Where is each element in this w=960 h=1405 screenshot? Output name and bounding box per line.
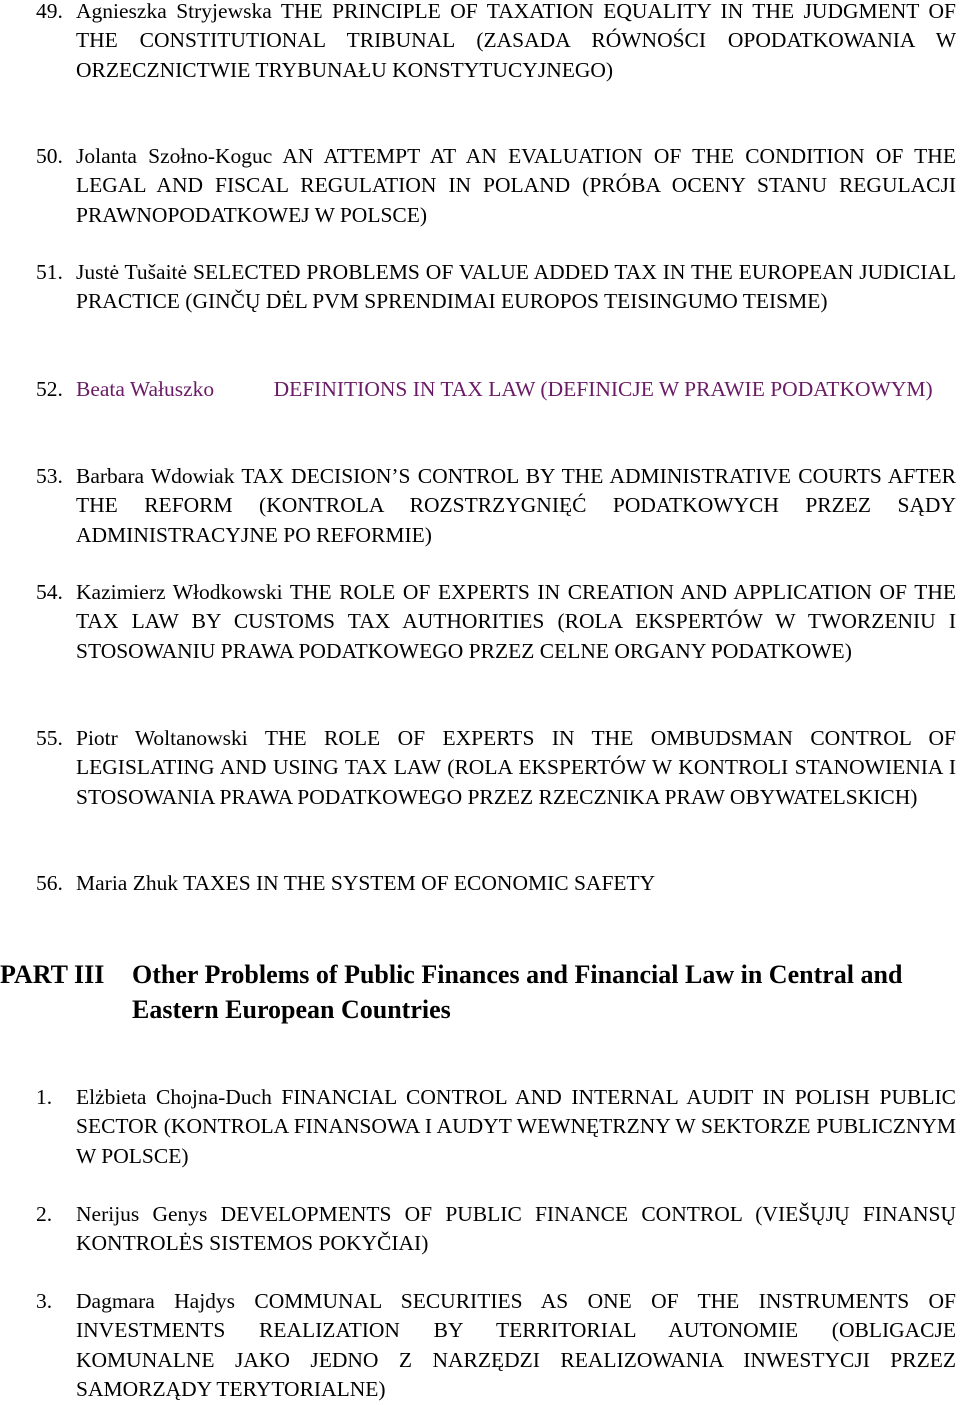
entry-title: DEVELOPMENTS OF PUBLIC FINANCE CONTROL (VIEŠŲJŲ FINANSŲ KONTROLĖS SISTEMOS POKYČIAI) [76, 1202, 957, 1256]
entry-title: FINANCIAL CONTROL AND INTERNAL AUDIT IN POLISH PUBLIC SECTOR (KONTROLA FINANSOWA I AUDYT WEWNĘTRZNY W SEKTORZE PUBLICZNYM W POLSCE) [76, 1085, 956, 1168]
entry-number: 2. [36, 1202, 53, 1226]
entry-text [76, 1083, 956, 1171]
entry-author: Agnieszka Stryjewska [76, 0, 272, 23]
part-heading [0, 957, 960, 1027]
entry-number: 3. [36, 1289, 53, 1313]
entry-text [76, 1200, 956, 1259]
part-title: Other Problems of Public Finances and Financial Law in Central and Eastern European Countries [132, 960, 903, 1024]
entry-text [76, 724, 956, 812]
entry-author: Jolanta Szołno-Koguc [76, 144, 273, 168]
toc-entry [36, 375, 956, 404]
entry-number: 50. [36, 144, 63, 168]
entry-title: THE PRINCIPLE OF TAXATION EQUALITY IN THE JUDGMENT OF THE CONSTITUTIONAL TRIBUNAL (ZASADA RÓWNOŚCI OPODATKOWANIA W ORZECZNICTWIE TRYBUNAŁU KONSTYTUCYJNEGO) [76, 0, 956, 82]
entry-title: DEFINITIONS IN TAX LAW (DEFINICJE W PRAWIE PODATKOWYM) [273, 377, 933, 401]
entry-title: TAXES IN THE SYSTEM OF ECONOMIC SAFETY [183, 871, 656, 895]
entry-title: THE ROLE OF EXPERTS IN CREATION AND APPLICATION OF THE TAX LAW BY CUSTOMS TAX AUTHORITIES (ROLA EKSPERTÓW W TWORZENIU I STOSOWANIU PRAWA PODATKOWEGO PRZEZ CELNE ORGANY PODATKOWE) [76, 580, 956, 663]
entry-text [76, 375, 956, 404]
entry-text [76, 258, 956, 317]
entry-author: Barbara Wdowiak [76, 464, 235, 488]
entry-title: AN ATTEMPT AT AN EVALUATION OF THE CONDITION OF THE LEGAL AND FISCAL REGULATION IN POLAND (PRÓBA OCENY STANU REGULACJI PRAWNOPODATKOWEJ W POLSCE) [76, 144, 956, 227]
entry-text [76, 578, 956, 666]
entry-number: 49. [36, 0, 63, 23]
entry-number: 52. [36, 377, 63, 401]
entry-text [76, 142, 956, 230]
entry-author: Justė Tušaitė [76, 260, 188, 284]
toc-entry [36, 462, 956, 550]
toc-entry [36, 142, 956, 230]
entry-text [76, 869, 956, 898]
toc-entry [36, 1083, 956, 1171]
toc-entry [36, 578, 956, 666]
toc-entry [36, 869, 956, 898]
toc-entry [36, 724, 956, 812]
toc-entry [36, 1287, 956, 1404]
entry-text [76, 462, 956, 550]
toc-entry [36, 1200, 956, 1259]
entry-author: Maria Zhuk [76, 871, 179, 895]
part-label: PART III [0, 960, 105, 989]
entry-number: 54. [36, 580, 63, 604]
entry-author: Piotr Woltanowski [76, 726, 248, 750]
entry-author: Dagmara Hajdys [76, 1289, 236, 1313]
entry-number: 55. [36, 726, 63, 750]
entry-author: Elżbieta Chojna-Duch [76, 1085, 272, 1109]
entry-number: 1. [36, 1085, 53, 1109]
entry-author: Beata Wałuszko [76, 377, 215, 401]
entry-number: 53. [36, 464, 63, 488]
entry-text [76, 1287, 956, 1404]
entry-title: THE ROLE OF EXPERTS IN THE OMBUDSMAN CONTROL OF LEGISLATING AND USING TAX LAW (ROLA EKSPERTÓW W KONTROLI STANOWIENIA I STOSOWANIA PRAWA PODATKOWEGO PRZEZ RZECZNIKA PRAW OBYWATELSKICH) [76, 726, 956, 809]
entry-author: Kazimierz Włodkowski [76, 580, 283, 604]
entry-text [76, 0, 956, 85]
entry-title: SELECTED PROBLEMS OF VALUE ADDED TAX IN THE EUROPEAN JUDICIAL PRACTICE (GINČŲ DĖL PVM SPRENDIMAI EUROPOS TEISINGUMO TEISME) [76, 260, 957, 314]
entry-title: TAX DECISION’S CONTROL BY THE ADMINISTRATIVE COURTS AFTER THE REFORM (KONTROLA ROZSTRZYGNIĘĆ PODATKOWYCH PRZEZ SĄDY ADMINISTRACYJNE PO REFORMIE) [76, 464, 956, 547]
toc-entry [36, 258, 956, 317]
entry-number: 56. [36, 871, 63, 895]
entry-number: 51. [36, 260, 63, 284]
entry-author: Nerijus Genys [76, 1202, 208, 1226]
entry-title: COMMUNAL SECURITIES AS ONE OF THE INSTRUMENTS OF INVESTMENTS REALIZATION BY TERRITORIAL AUTONOMIE (OBLIGACJE KOMUNALNE JAKO JEDNO Z NARZĘDZI REALIZOWANIA INWESTYCJI PRZEZ SAMORZĄDY TERYTORIALNE) [76, 1289, 956, 1401]
toc-entry [36, 0, 956, 85]
